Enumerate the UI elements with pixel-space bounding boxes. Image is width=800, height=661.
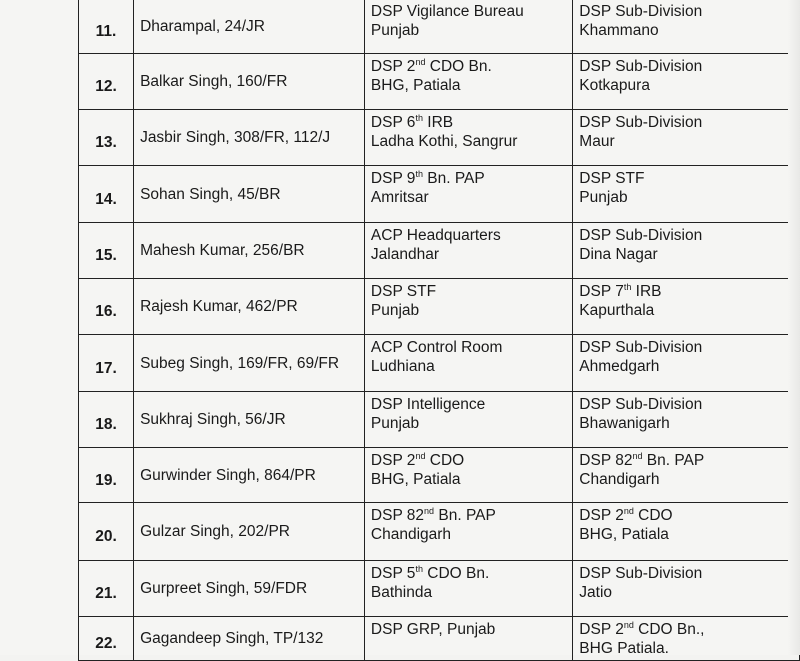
to-line: BHG, Patiala [579,526,669,543]
to-line: DSP STF [579,170,645,187]
officer-name: Rajesh Kumar, 462/PR [140,298,298,315]
from-line: ACP Control Room [370,339,503,356]
from-line: Chandigarh [370,526,452,543]
from-line [371,506,566,525]
new-posting-cell [573,54,800,110]
table-row [79,617,800,661]
to-line: DSP Sub-Division [579,565,703,582]
officer-name-cell [134,448,365,503]
ordinal-suffix: th [415,563,423,574]
ordinal-suffix: th [623,281,632,292]
officer-name-cell [134,110,365,166]
transfer-table-body [79,0,800,661]
posting-suffix: IRB [631,283,662,300]
new-posting-cell [573,503,800,561]
from-line: DSP GRP, Punjab [370,621,496,638]
from-line: DSP STF [370,283,437,300]
current-posting-cell [364,0,572,54]
current-posting-cell [364,279,572,335]
serial-number-cell [79,448,134,503]
serial-number: 21. [95,585,117,602]
serial-number: 12. [95,78,117,95]
new-posting-cell [573,0,800,54]
current-posting-cell [364,503,572,561]
to-line: Maur [579,133,615,150]
current-posting-cell [364,617,572,661]
serial-number: 17. [95,359,117,377]
from-line: Punjab [370,302,420,319]
posting-prefix: DSP 9 [370,170,416,187]
officer-name: Dharampal, 24/JR [140,17,265,35]
posting-suffix: CDO Bn. [422,565,490,582]
ordinal-suffix: th [415,112,423,123]
ordinal-suffix: nd [632,450,643,461]
new-posting-cell [573,448,800,503]
serial-number-cell [79,110,134,166]
ordinal-suffix: nd [424,505,435,516]
current-posting-cell [364,110,572,166]
table-row [79,0,800,54]
to-line: DSP Sub-Division [579,3,703,20]
to-line [579,282,793,301]
posting-suffix: IRB [422,114,454,131]
table-row [79,110,800,166]
posting-suffix: Bn. PAP [642,452,705,469]
to-line [579,506,793,525]
serial-number-cell [79,54,134,110]
serial-number-cell [79,0,134,54]
serial-number-cell [79,617,134,661]
new-posting-cell [573,279,800,335]
posting-prefix: DSP 6 [370,114,416,131]
table-row [79,335,800,392]
serial-number-cell [79,392,134,448]
table-row [79,503,800,561]
to-line: Punjab [579,189,628,206]
serial-number: 20. [95,528,117,545]
serial-number: 18. [95,416,117,433]
from-line [371,57,566,76]
to-line: Bhawanigarh [579,415,670,432]
to-line [579,451,793,470]
officer-name-cell [134,279,365,335]
current-posting-cell [364,335,572,392]
current-posting-cell [364,166,572,223]
new-posting-cell [573,392,800,448]
posting-suffix: CDO Bn., [633,621,705,638]
to-line: Ahmedgarh [579,358,660,375]
from-line: Ladha Kothi, Sangrur [370,133,518,150]
serial-number-cell [79,279,134,335]
serial-number: 22. [95,635,117,652]
officer-name: Gulzar Singh, 202/PR [140,523,290,540]
serial-number: 16. [95,303,117,320]
officer-name-cell [134,54,365,110]
posting-prefix: DSP 82 [370,507,425,524]
officer-name: Sohan Singh, 45/BR [140,185,281,203]
serial-number-cell [79,561,134,617]
from-line: Amritsar [370,189,429,206]
officer-name: Mahesh Kumar, 256/BR [140,242,305,259]
posting-prefix: DSP 82 [579,452,633,469]
posting-prefix: DSP 2 [579,507,624,524]
to-line [579,620,793,639]
ordinal-suffix: nd [415,450,426,461]
current-posting-cell [364,448,572,503]
to-line: Dina Nagar [579,246,658,263]
posting-suffix: CDO Bn. [425,58,492,75]
officer-name-cell [134,335,365,392]
officer-name: Gurpreet Singh, 59/FDR [140,580,308,597]
serial-number: 13. [95,134,117,151]
new-posting-cell [573,335,800,392]
to-line: Kapurthala [579,302,655,319]
serial-number: 15. [95,247,117,264]
current-posting-cell [364,223,572,279]
table-row [79,223,800,279]
from-line [371,113,566,132]
posting-prefix: DSP 2 [370,452,416,469]
officer-name-cell [134,617,365,661]
posting-prefix: DSP 5 [370,565,416,582]
to-line: DSP Sub-Division [579,114,703,131]
from-line: DSP Intelligence [370,396,486,413]
serial-number: 14. [95,190,117,208]
ordinal-suffix: nd [415,56,426,67]
posting-suffix: Bn. PAP [422,170,485,187]
to-line: DSP Sub-Division [579,58,703,75]
from-line: BHG, Patiala [370,471,461,488]
officer-name: Gagandeep Singh, TP/132 [140,630,324,647]
from-line: DSP Vigilance Bureau [370,3,524,20]
current-posting-cell [364,392,572,448]
officer-name: Sukhraj Singh, 56/JR [140,411,286,428]
officer-name-cell [134,392,365,448]
officer-name: Jasbir Singh, 308/FR, 112/J [140,129,331,146]
from-line: Bathinda [370,584,433,601]
officer-name: Gurwinder Singh, 864/PR [140,466,316,484]
to-line: DSP Sub-Division [579,396,703,413]
table-row [79,166,800,223]
table-row [79,54,800,110]
serial-number-cell [79,503,134,561]
from-line: BHG, Patiala [370,77,461,94]
table-row [79,561,800,617]
officer-name-cell [134,223,365,279]
to-line: DSP Sub-Division [579,339,703,356]
posting-suffix: CDO [425,452,465,469]
officer-name-cell [134,561,365,617]
posting-suffix: Bn. PAP [434,507,496,524]
from-line: Punjab [370,415,420,432]
table-row [79,392,800,448]
to-line: Kotkapura [579,77,650,94]
posting-prefix: DSP 7 [579,283,624,300]
new-posting-cell [573,617,800,661]
officer-name-cell [134,503,365,561]
new-posting-cell [573,561,800,617]
serial-number: 19. [95,471,117,489]
to-line: BHG Patiala. [579,640,669,657]
posting-prefix: DSP 2 [370,58,416,75]
posting-prefix: DSP 2 [579,621,624,638]
new-posting-cell [573,166,800,223]
from-line [371,451,566,470]
from-line: Ludhiana [370,358,435,375]
new-posting-cell [573,110,800,166]
officer-name: Balkar Singh, 160/FR [140,73,288,90]
posting-suffix: CDO [633,507,673,524]
table-row [79,448,800,503]
officer-name-cell [134,166,365,223]
to-line: DSP Sub-Division [579,227,703,244]
ordinal-suffix: nd [623,619,634,630]
new-posting-cell [573,223,800,279]
transfer-table [78,0,800,661]
to-line: Jatio [579,584,613,601]
from-line: Punjab [370,22,420,39]
officer-name: Subeg Singh, 169/FR, 69/FR [140,354,340,372]
page-edge-shadow [788,0,800,655]
current-posting-cell [364,561,572,617]
table-row [79,279,800,335]
from-line [371,564,566,583]
serial-number-cell [79,335,134,392]
officer-name-cell [134,0,365,54]
serial-number-cell [79,166,134,223]
from-line: Jalandhar [370,246,439,263]
to-line: Khammano [579,22,659,39]
current-posting-cell [364,54,572,110]
to-line: Chandigarh [579,471,660,488]
from-line [371,169,566,188]
ordinal-suffix: th [415,168,423,179]
serial-number-cell [79,223,134,279]
serial-number: 11. [95,22,117,40]
ordinal-suffix: nd [623,505,634,516]
from-line: ACP Headquarters [370,227,501,244]
